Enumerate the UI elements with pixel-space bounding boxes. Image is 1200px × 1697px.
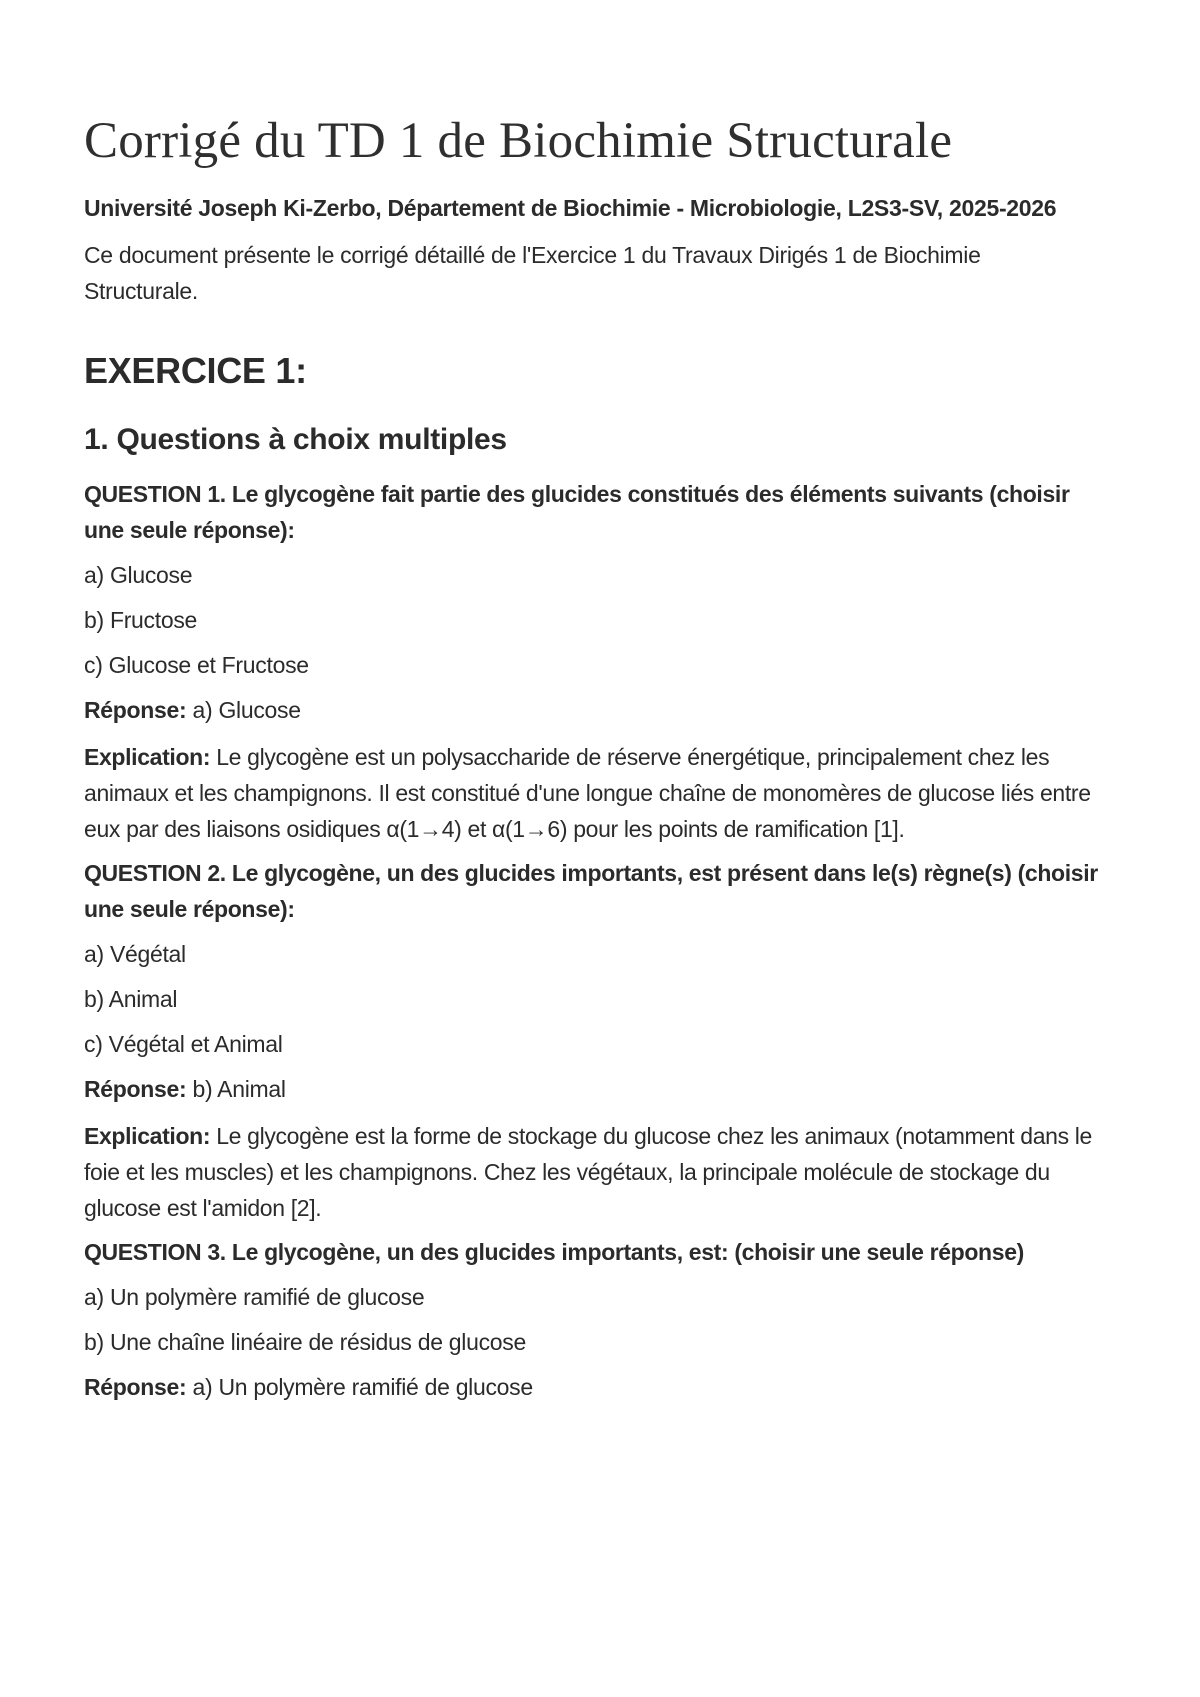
option-item: b) Fructose (84, 606, 198, 633)
option-item: c) Végétal et Animal (84, 1030, 283, 1057)
question-block-1 (84, 476, 1100, 847)
answer-label: Réponse: (84, 1075, 187, 1102)
document-title: Corrigé du TD 1 de Biochimie Structurale (84, 113, 953, 169)
answer-line (84, 693, 1100, 727)
document-intro: Ce document présente le corrigé détaillé de l'Exercice 1 du Travaux Dirigés 1 de Biochimie Structurale. (84, 241, 981, 304)
answer-label: Réponse: (84, 696, 187, 723)
question-text: QUESTION 2. Le glycogène, un des glucides importants, est présent dans le(s) règne(s) (choisir une seule réponse): (84, 859, 1098, 922)
option-item: a) Glucose (84, 561, 193, 588)
option-item: a) Un polymère ramifié de glucose (84, 1283, 425, 1310)
explanation-line (84, 739, 1100, 847)
explanation-text: Le glycogène est la forme de stockage du glucose chez les animaux (notamment dans le foie et les muscles) et les champignons. Chez les végétaux, la principale molécule de stockage du glucose est l'amidon [2]. (84, 1122, 1092, 1221)
document-subtitle: Université Joseph Ki-Zerbo, Département de Biochimie - Microbiologie, L2S3-SV, 2025-2026 (84, 194, 1057, 221)
option-item: b) Une chaîne linéaire de résidus de glucose (84, 1328, 526, 1355)
question-block-2 (84, 855, 1100, 1226)
answer-value: a) Glucose (192, 696, 301, 723)
answer-line (84, 1370, 1100, 1404)
question-text: QUESTION 3. Le glycogène, un des glucides importants, est: (choisir une seule réponse) (84, 1238, 1024, 1265)
section-heading: 1. Questions à choix multiples (84, 422, 507, 456)
question-text: QUESTION 1. Le glycogène fait partie des glucides constitués des éléments suivants (choisir une seule réponse): (84, 480, 1070, 543)
answer-label: Réponse: (84, 1373, 187, 1400)
explanation-label: Explication: (84, 1122, 211, 1149)
explanation-label: Explication: (84, 743, 211, 770)
explanation-text: Le glycogène est un polysaccharide de réserve énergétique, principalement chez les animaux et les champignons. Il est constitué d'une longue chaîne de monomères de glucose liés entre eux par des liaisons osidiques α(1→4) et α(1→6) pour les points de ramification [1]. (84, 743, 1091, 842)
answer-line (84, 1072, 1100, 1106)
explanation-line (84, 1118, 1100, 1226)
answer-value: b) Animal (192, 1075, 286, 1102)
option-item: a) Végétal (84, 940, 186, 967)
exercise-heading: EXERCICE 1: (84, 349, 307, 391)
option-item: b) Animal (84, 985, 178, 1012)
answer-value: a) Un polymère ramifié de glucose (192, 1373, 533, 1400)
option-item: c) Glucose et Fructose (84, 651, 309, 678)
question-block-3 (84, 1234, 1100, 1404)
